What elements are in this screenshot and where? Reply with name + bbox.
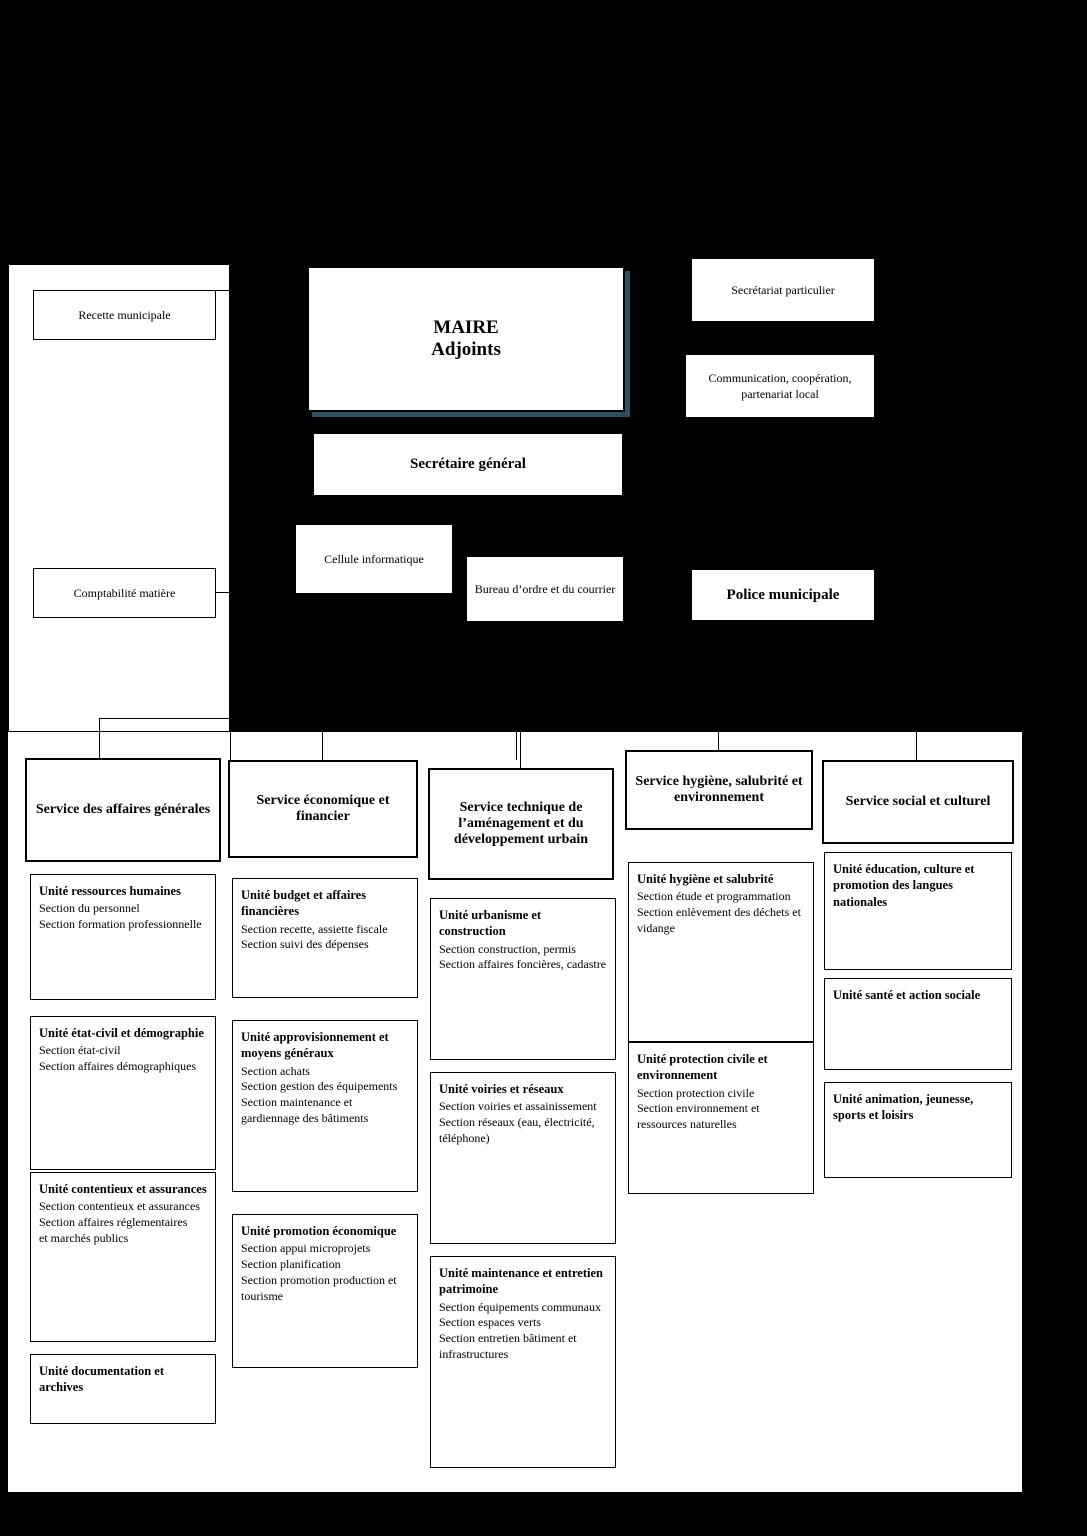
service-hygiene-title-line1: Service hygiène, salubrité et <box>635 774 803 789</box>
unit-line: Section recette, assiette fiscale <box>241 921 388 936</box>
unit-urbanisme-construction <box>430 898 616 1060</box>
unit-line: Section contentieux et assurances <box>39 1199 200 1214</box>
unit-line: Section équipements communaux <box>439 1299 601 1314</box>
unit-hygiene-salubrite <box>628 862 814 1042</box>
connector-sg-down <box>467 497 468 527</box>
service-economique-financier-header <box>228 760 418 858</box>
node-police-municipale <box>690 568 876 622</box>
service-technique-header <box>428 768 614 880</box>
unit-line: Section réseaux (eau, électricité, téléphone) <box>439 1115 595 1145</box>
node-secretariat-particulier <box>691 258 875 322</box>
unit-documentation-archives <box>30 1354 216 1424</box>
service-hygiene-title-line2: environnement <box>674 790 764 805</box>
unit-head: Unité ressources humaines <box>39 884 181 898</box>
unit-animation-jeunesse-sports-loisirs <box>824 1082 1012 1178</box>
connector-maire-right-vertical <box>625 290 626 386</box>
unit-head: Unité voiries et réseaux <box>439 1082 564 1096</box>
node-comptabilite-matiere-label: Comptabilité matière <box>73 585 176 600</box>
unit-sante-action-sociale <box>824 978 1012 1070</box>
node-police-municipale-label: Police municipale <box>726 586 840 603</box>
connector-maire-communication <box>625 386 691 387</box>
node-communication <box>685 354 875 418</box>
node-cellule-informatique <box>295 524 453 594</box>
unit-head: Unité approvisionnement et moyens généraux <box>241 1030 389 1061</box>
node-secretaire-general <box>312 432 624 497</box>
unit-budget-affaires-financieres <box>232 878 418 998</box>
unit-voiries-reseaux <box>430 1072 616 1244</box>
unit-line: Section entretien bâtiment et infrastructures <box>439 1331 577 1361</box>
unit-head: Unité animation, jeunesse, sports et loisirs <box>833 1092 974 1123</box>
unit-line: Section appui microprojets <box>241 1241 371 1256</box>
unit-maintenance-entretien-patrimoine <box>430 1256 616 1468</box>
unit-education-culture-langues <box>824 852 1012 970</box>
unit-contentieux-assurances <box>30 1172 216 1342</box>
unit-line: Section environnement et ressources naturelles <box>637 1101 760 1132</box>
unit-line: Section protection civile <box>637 1085 755 1100</box>
unit-line: Section du personnel <box>39 901 140 916</box>
unit-line: Section affaires démographiques <box>39 1059 197 1074</box>
unit-head: Unité documentation et archives <box>39 1364 164 1395</box>
unit-head: Unité maintenance et entretien patrimoine <box>439 1266 603 1297</box>
connector-recette-stem <box>216 290 262 291</box>
service-technique-title-line2: l’aménagement et du <box>458 816 584 831</box>
unit-head: Unité protection civile et environnement <box>637 1052 768 1083</box>
unit-line: Section espaces verts <box>439 1315 541 1330</box>
service-affaires-generales-header <box>25 758 221 862</box>
unit-line: Section achats <box>241 1063 310 1078</box>
node-communication-line2: partenariat local <box>741 387 819 401</box>
unit-line: Section voiries et assainissement <box>439 1099 597 1114</box>
unit-head: Unité contentieux et assurances <box>39 1182 207 1196</box>
unit-line: Section formation professionnelle <box>39 917 202 932</box>
service-affaires-generales-title: Service des affaires générales <box>35 802 211 817</box>
connector-left-vertical <box>230 290 231 770</box>
unit-line: Section promotion production et tourisme <box>241 1272 397 1303</box>
service-technique-title-line1: Service technique de <box>459 800 583 815</box>
connector-bus-to-hygiene <box>718 718 719 750</box>
unit-head: Unité état-civil et démographie <box>39 1026 204 1040</box>
unit-line: Section affaires foncières, cadastre <box>439 957 607 972</box>
node-bureau-ordre-label: Bureau d’ordre et du courrier <box>474 581 616 596</box>
unit-etat-civil-demographie <box>30 1016 216 1170</box>
connector-maire-secretariat <box>625 290 691 291</box>
node-recette-municipale-label: Recette municipale <box>78 307 171 322</box>
connector-services-bus <box>99 718 919 719</box>
node-recette-municipale <box>33 290 216 340</box>
connector-bus-to-economique <box>322 718 323 760</box>
connector-bus-to-technique <box>520 718 521 768</box>
unit-line: Section étude et programmation <box>637 889 791 904</box>
unit-line: Section affaires réglementaires <box>39 1215 188 1230</box>
unit-head: Unité budget et affaires financières <box>241 888 367 919</box>
unit-line: Section planification <box>241 1257 341 1272</box>
unit-head: Unité éducation, culture et promotion des langues nationales <box>833 862 975 909</box>
node-maire-line1: MAIRE <box>433 317 499 338</box>
service-social-culturel-title: Service social et culturel <box>845 794 991 809</box>
connector-bus-to-social <box>916 718 917 760</box>
unit-line: Section état-civil <box>39 1043 121 1058</box>
node-secretariat-particulier-label: Secrétariat particulier <box>731 282 835 297</box>
node-secretaire-general-label: Secrétaire général <box>410 456 526 472</box>
node-bureau-ordre <box>466 556 624 622</box>
service-economique-financier-title: Service économique et financier <box>256 793 390 824</box>
service-technique-title-line3: développement urbain <box>453 832 589 847</box>
unit-ressources-humaines <box>30 874 216 1000</box>
service-hygiene-header <box>625 750 813 830</box>
unit-line: Section gestion des équipements <box>241 1079 398 1094</box>
unit-line: Section enlèvement des déchets et vidange <box>637 905 801 935</box>
unit-line: Section construction, permis <box>439 941 576 956</box>
node-communication-line1: Communication, coopération, <box>708 370 852 385</box>
unit-head: Unité santé et action sociale <box>833 988 981 1002</box>
unit-line: Section maintenance et gardiennage des bâtiments <box>241 1095 369 1125</box>
unit-line: Section suivi des dépenses <box>241 937 369 952</box>
node-maire-line2: Adjoints <box>431 339 501 360</box>
node-maire <box>307 266 625 412</box>
unit-protection-civile-environnement <box>628 1042 814 1194</box>
node-comptabilite-matiere <box>33 568 216 618</box>
connector-bus-to-affaires <box>99 718 100 758</box>
unit-line: et marchés publics <box>39 1230 129 1245</box>
service-social-culturel-header <box>822 760 1014 844</box>
connector-maire-sg <box>467 412 468 434</box>
unit-promotion-economique <box>232 1214 418 1368</box>
node-cellule-informatique-label: Cellule informatique <box>324 551 424 566</box>
connector-comptabilite-stem <box>216 592 262 593</box>
unit-head: Unité hygiène et salubrité <box>637 872 774 886</box>
unit-approvisionnement-moyens-generaux <box>232 1020 418 1192</box>
unit-head: Unité promotion économique <box>241 1224 397 1238</box>
unit-head: Unité urbanisme et construction <box>439 908 542 939</box>
